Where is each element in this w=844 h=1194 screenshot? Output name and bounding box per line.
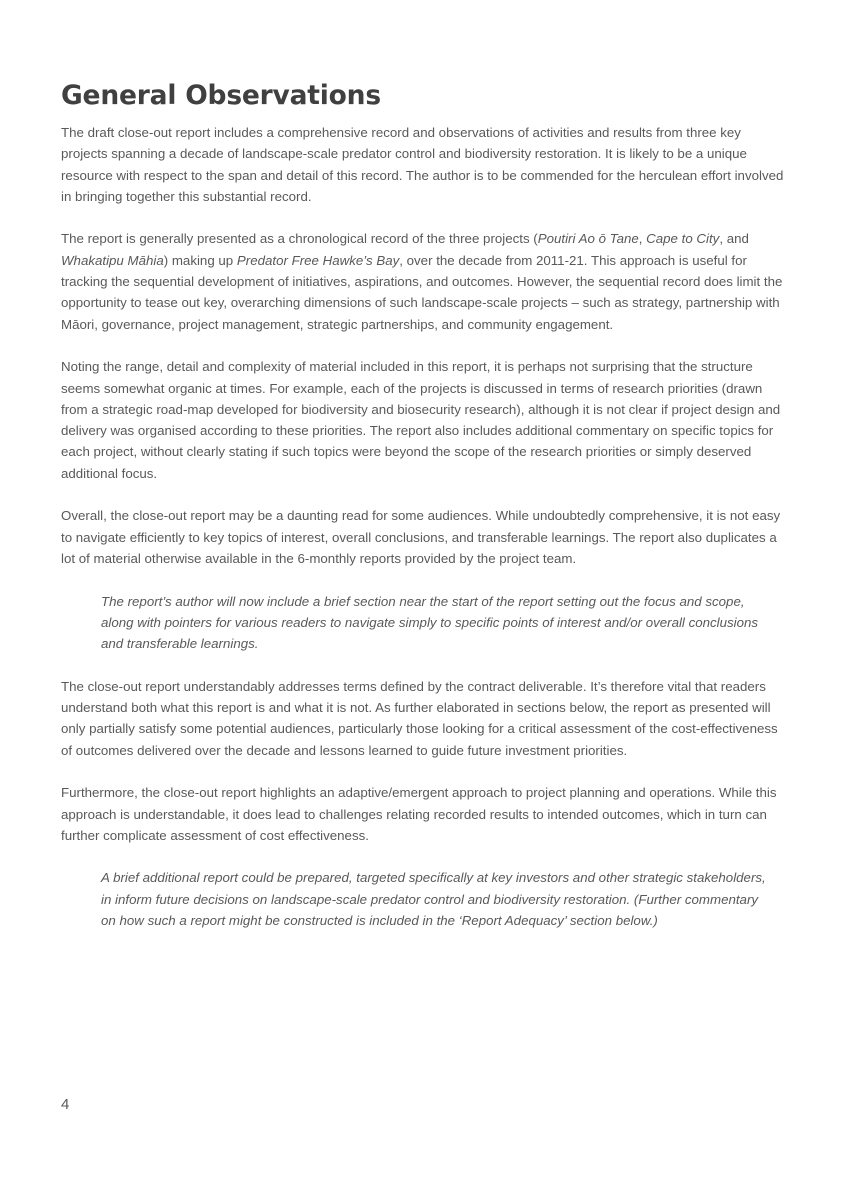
page-title: General Observations [61,80,381,111]
document-page [61,78,785,953]
project-name-whakatipu: Whakatipu Māhia [61,252,164,268]
paragraph-structure: Noting the range, detail and complexity of material included in this report, it is perhaps not surprising that the structure seems somewhat organic at times. For example, each of the projects is discussed in terms of research priorities (drawn from a strategic road-map developed for biodiversity and biosecurity research), although it is not clear if project design and delivery was organised according to these priorities. The report also includes additional commentary on specific topics for each project, without clearly stating if such topics were beyond the scope of the research priorities or simply deserved additional focus. [61,359,781,481]
programme-name: Predator Free Hawke’s Bay [236,252,400,268]
response-note-1: The report’s author will now include a brief section near the start of the report setting out the focus and scope, along with pointers for various readers to navigate simply to specific points of interest and/or overall conclusions and transferable learnings. [101,593,759,652]
paragraph-adaptive: Furthermore, the close-out report highlights an adaptive/emergent approach to project planning and operations. While this approach is understandable, it does lead to challenges relating recorded results to intended outcomes, which in turn can further complicate assessment of cost effectiveness. [61,785,777,843]
text-run: ) making up [163,252,237,268]
text-run: , [638,231,647,247]
response-note-2: A brief additional report could be prepared, targeted specifically at key investors and other strategic stakeholders, in inform future decisions on landscape-scale predator control and biodiversity restoration. (Further commentary on how such a report might be constructed is included in the ‘Report Adequacy’ section below.) [101,870,766,928]
page-number: 4 [61,1096,70,1113]
project-name-cape-to-city: Cape to City [646,231,720,247]
text-run: , over the decade from 2011-21. This approach is useful for tracking the sequential development of initiatives, aspirations, and outcomes. However, the sequential record does limit the opportunity to tease out key, overarching dimensions of such landscape-scale projects – such as strategy, partnership with Māori, governance, project management, strategic partnerships, and community engagement. [61,252,783,332]
paragraph-intro: The draft close-out report includes a comprehensive record and observations of activities and results from three key projects spanning a decade of landscape-scale predator control and biodiversity restoration. It is likely to be a unique resource with respect to the span and detail of this record. The author is to be commended for the herculean effort involved in bringing together this substantial record. [61,125,784,204]
paragraph-chronological [61,228,785,334]
project-name-poutiri: Poutiri Ao ō Tane [537,231,639,247]
text-run: , and [719,231,749,247]
paragraph-overall: Overall, the close-out report may be a daunting read for some audiences. While undoubtedly comprehensive, it is not easy to navigate efficiently to key topics of interest, overall conclusions, and transferable learnings. The report also duplicates a lot of material otherwise available in the 6-monthly reports provided by the project team. [61,508,781,566]
text-run: The report is generally presented as a chronological record of the three projects ( [61,231,538,247]
paragraph-contract: The close-out report understandably addresses terms defined by the contract deliverable. It’s therefore vital that readers understand both what this report is and what it is not. As further elaborated in sections below, the report as presented will only partially satisfy some potential audiences, particularly those looking for a critical assessment of the cost-effectiveness of outcomes delivered over the decade and lessons learned to guide future investment priorities. [61,678,778,758]
